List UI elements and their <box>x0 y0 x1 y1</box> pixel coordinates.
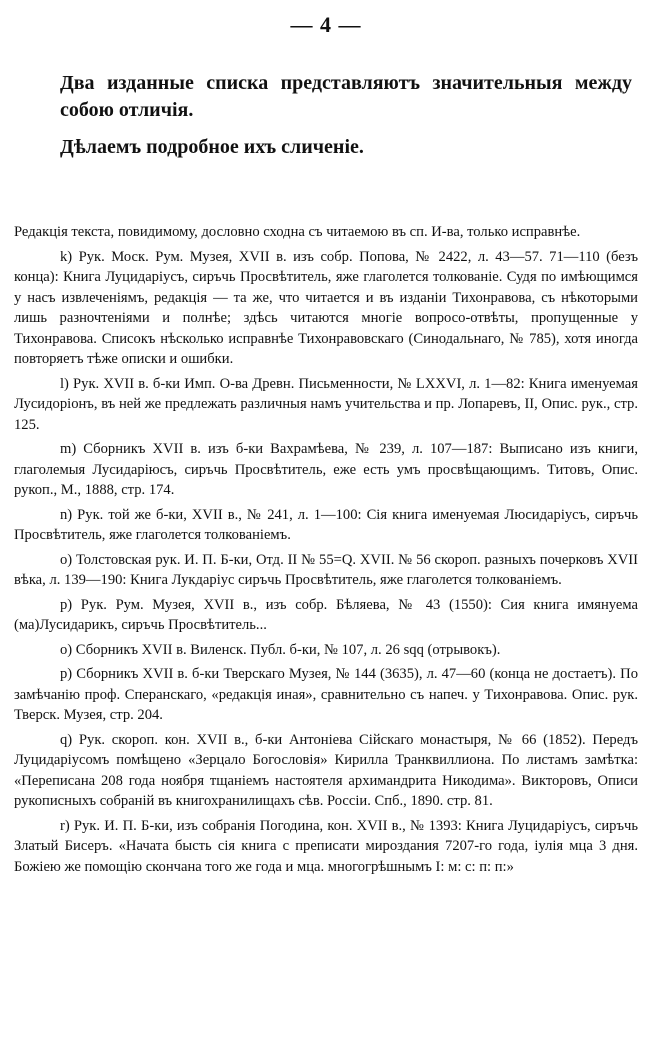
list-item: q) Рук. скороп. кон. XVII в., б-ки Антоніева Сійскаго монастыря, № 66 (1852). Передъ Луцидаріусомъ помѣщено «Зерцало Богословія» Кирилла Транквиллиона. По листамъ замѣтка: «Переписана 208 года ноября тщаніемъ настоятеля архимандрита Никодима». Викторовъ, Описи рукописныхъ собраній въ книгохранилищахъ сѣв. Россіи. Спб., 1890. стр. 81. <box>14 731 638 809</box>
list-item: m) Сборникъ XVII в. изъ б-ки Вахрамѣева, № 239, л. 107—187: Выписано изъ книги, глаголемыя Лусидаріюсъ, сиръчь Просвѣтитель, еже есть умъ просвѣщающимъ. Титовъ, Опис. рукоп., М., 1888, стр. 174. <box>14 441 638 498</box>
list-item: l) Рук. XVII в. б-ки Имп. О-ва Древн. Письменности, № LXXVI, л. 1—82: Книга именуемая Лусидоріонъ, въ ней же предлежать различныя намъ учительства и пр. Лопаревъ, II, Опис. рук., стр. 125. <box>14 375 638 433</box>
intro-section <box>60 70 632 161</box>
list-item: Редакція текста, повидимому, дословно сходна съ читаемою въ сп. И-ва, только исправнѣе. <box>14 224 581 240</box>
list-item: р) Сборникъ XVII в. б-ки Тверскаго Музея, № 144 (3635), л. 47—60 (конца не достаетъ). По замѣчанію проф. Сперанскаго, «редакція иная», сравнительно съ напеч. у Тихонравова. Опис. рук. Тверск. Музея, стр. 204. <box>14 666 638 723</box>
page-number: — 4 — <box>290 12 362 37</box>
intro-paragraph: Два изданные списка представляютъ значительныя между собою отличія. <box>60 72 632 121</box>
list-item: о) Сборникъ XVII в. Виленск. Публ. б-ки, № 107, л. 26 sqq (отрывокъ). <box>60 641 501 658</box>
list-item: n) Рук. той же б-ки, XVII в., № 241, л. 1—100: Сія книга именуемая Люсидаріусъ, сиръчь Просвѣтитель, яже глаголется толкованіемъ. <box>14 506 638 543</box>
list-item: r) Рук. И. П. Б-ки, изъ собранія Погодина, кон. XVII в., № 1393: Книга Луцидаріусъ, сиръчь Златый Бисеръ. «Начата бысть сія книга с преписати мироздания 7207-го года, іулія мца 3 дня. Божіею же помощію скончана того же года и мца. многогрѣшнымъ І: м: с: п: п:» <box>14 817 638 875</box>
list-item: р) Рук. Рум. Музея, XVII в., изъ собр. Бѣляева, № 43 (1550): Сия книга имянуема (ма)Лусидарикъ, сиръчь Просвѣтитель... <box>14 596 638 633</box>
list-item: о) Толстовская рук. И. П. Б-ки, Отд. II № 55=Q. XVII. № 56 скороп. разныхъ почерковъ XVII вѣка, л. 139—190: Книга Лукдаріус сиръчь Просвѣтитель, яже глаголется толкованіемъ. <box>14 551 638 588</box>
intro-paragraph: Дѣлаемъ подробное ихъ сличеніе. <box>60 136 364 158</box>
list-item: k) Рук. Моск. Рум. Музея, XVII в. изъ собр. Попова, № 2422, л. 43—57. 71—110 (безъ конца): Книга Луцидаріусъ, сиръчь Просвѣтитель, яже глаголется толкованіе. Судя по имѣющимся у насъ извлеченіямъ, редакція — та же, что читается и въ изданіи Тихонравова, съ нѣкоторыми лишь разночтеніями и полнѣе; здѣсь читаются многіе вопросо-отвѣты, пропущенные у Тихонравова. Списокъ нѣсколько исправнѣе Тихонравовскаго (Синодальнаго, № 785), хотя иногда повторяетъ тѣже описки и ошибки. <box>14 248 638 367</box>
manuscript-list <box>14 222 638 881</box>
